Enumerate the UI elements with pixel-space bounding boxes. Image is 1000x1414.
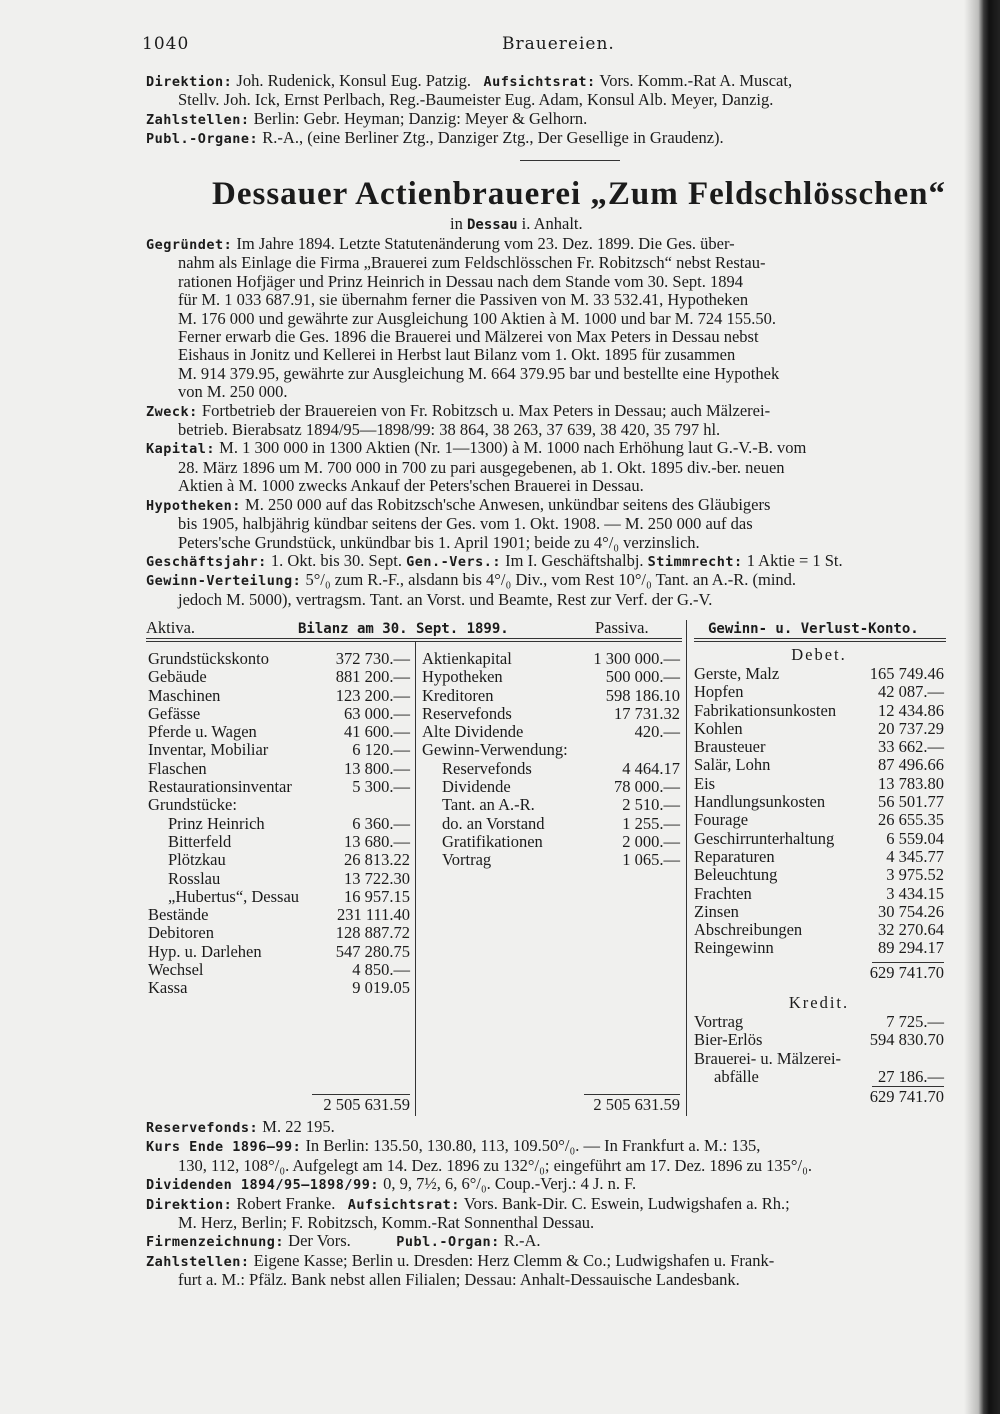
text-direktion: Joh. Rudenick, Konsul Eug. Patzig. — [232, 71, 472, 90]
section-title: Brauereien. — [502, 34, 615, 54]
aktiva-row-value: 13 680.— — [344, 831, 410, 851]
kredit-row-label: Bier-Erlös — [694, 1030, 763, 1050]
aktiva-row-label: Plötzkau — [168, 850, 226, 870]
label-publ-organ: Publ.-Organ: — [396, 1234, 500, 1251]
kredit-table — [694, 1013, 944, 1086]
kredit-row — [694, 1013, 944, 1031]
kredit-total-row — [694, 1088, 944, 1106]
reservefonds-text: M. 22 195. — [258, 1117, 335, 1136]
aktiva-row — [148, 961, 410, 979]
passiva-row — [422, 833, 680, 851]
zahlstellen-line-2: furt a. M.: Pfälz. Bank nebst allen Filialen; Dessau: Anhalt-Dessauische Landesbank. — [178, 1270, 740, 1290]
aktiva-row — [148, 760, 410, 778]
guv-header-rule-2 — [694, 641, 946, 642]
aktiva-row-value: 9 019.05 — [352, 978, 410, 998]
debet-row-label: Gerste, Malz — [694, 664, 780, 683]
text-zahlstellen: Berlin: Gebr. Heyman; Danzig: Meyer & Gelhorn. — [249, 108, 588, 128]
debet-row-label: Hopfen — [694, 682, 744, 702]
passiva-row-value: 1 065.— — [622, 850, 680, 870]
debet-row-value: 20 737.29 — [878, 718, 944, 738]
gegruendet-line-9: von M. 250 000. — [178, 382, 288, 402]
aktiva-row-value: 6 120.— — [352, 740, 410, 760]
label-zahlstellen-2: Zahlstellen: — [146, 1253, 250, 1270]
aktiva-row-value: 4 850.— — [352, 960, 410, 980]
direktion-text-2: Robert Franke. — [232, 1193, 340, 1213]
passiva-row-label: Gratifikationen — [442, 831, 543, 851]
zweck-line-2: betrieb. Bierabsatz 1894/95—1898/99: 38 864, 38 263, 37 639, 38 420, 35 797 hl. — [178, 420, 721, 440]
passiva-row-label: Vortrag — [442, 850, 492, 870]
label-geschaeftsjahr: Geschäftsjahr: — [146, 553, 267, 570]
passiva-row-label: Dividende — [442, 777, 511, 797]
label-publ-organe: Publ.-Organe: — [146, 131, 259, 148]
aktiva-row — [148, 723, 410, 741]
passiva-row — [422, 796, 680, 814]
kredit-heading: Kredit. — [788, 993, 850, 1012]
hypotheken-line-3: Peters'sche Grundstück, unkündbar bis 1. April 1901; beide zu 4°/₀ verzinslich. — [178, 532, 700, 552]
kredit-row-value: 7 725.— — [886, 1012, 944, 1031]
aktiva-row-label: Restaurationsinventar — [148, 777, 292, 797]
stimmrecht-text: 1 Aktie = 1 St. — [742, 550, 843, 570]
debet-row — [694, 830, 944, 848]
debet-row-label: Salär, Lohn — [694, 755, 771, 775]
aktiva-row-label: Bestände — [148, 905, 209, 925]
aktiva-row — [148, 943, 410, 961]
passiva-row-label: Alte Dividende — [422, 722, 524, 742]
aktiva-row-value: 231 111.40 — [336, 905, 410, 925]
label-hypotheken: Hypotheken: — [146, 497, 241, 514]
passiva-row-value: 1 255.— — [622, 813, 680, 833]
aktiva-row — [148, 870, 410, 888]
debet-row — [694, 702, 944, 720]
aktiva-row — [148, 650, 410, 668]
passiva-row — [422, 650, 680, 668]
passiva-row-label: do. an Vorstand — [442, 813, 545, 833]
kredit-row-value: 27 186.— — [878, 1066, 944, 1086]
label-kurs: Kurs Ende 1896—99: — [146, 1139, 302, 1156]
debet-row-value: 89 294.17 — [878, 938, 944, 958]
footer-block — [146, 1118, 946, 1290]
kapital-line-1: M. 1 300 000 in 1300 Aktien (Nr. 1—1300) à M. 1000 nach Erhöhung laut G.-V.-B. vom — [215, 438, 807, 458]
debet-row — [694, 811, 944, 829]
aktiva-row — [148, 687, 410, 705]
guv-header-rule — [694, 638, 946, 639]
debet-row-value: 13 783.80 — [878, 773, 944, 793]
aktiva-row-value: 26 813.22 — [344, 850, 410, 870]
aktiva-row-label: Flaschen — [148, 758, 207, 778]
debet-row-label: Geschirrunterhaltung — [694, 828, 835, 848]
aktiva-row-label: Pferde u. Wagen — [148, 722, 257, 742]
passiva-row-label: Hypotheken — [422, 667, 503, 687]
debet-row-value: 87 496.66 — [878, 755, 944, 775]
gegruendet-line-8: M. 914 379.95, gewährte zur Ausgleichung M. 664 379.95 bar und bestellte eine Hypothek — [178, 363, 780, 383]
aktiva-row — [148, 979, 410, 997]
aktiva-row — [148, 778, 410, 796]
aktiva-row — [148, 906, 410, 924]
bilanz-divider — [415, 642, 416, 1116]
separator-rule — [520, 160, 620, 161]
passiva-row — [422, 760, 680, 778]
aktiva-row-value: 372 730.— — [335, 649, 410, 668]
aktiva-row — [148, 833, 410, 851]
hypotheken-line-1: M. 250 000 auf das Robitzsch'sche Anwesen, unkündbar seitens des Gläubigers — [240, 494, 771, 514]
kredit-row — [694, 1031, 944, 1049]
aktiva-row-label: Bitterfeld — [168, 831, 232, 851]
label-reservefonds: Reservefonds: — [146, 1120, 259, 1136]
aktiva-row-value: 128 887.72 — [335, 923, 410, 943]
debet-row-value: 3 434.15 — [886, 883, 944, 903]
hypotheken-line-2: bis 1905, halbjährig kündbar seitens der Ges. vom 1. Okt. 1908. — M. 250 000 auf das — [178, 514, 753, 534]
aktiva-row-label: Debitoren — [148, 923, 214, 943]
debet-total-row — [694, 964, 944, 982]
aktiva-row — [148, 741, 410, 759]
passiva-row-label: Gewinn-Verwendung: — [422, 740, 568, 760]
debet-row-value: 26 655.35 — [878, 810, 944, 830]
debet-row — [694, 885, 944, 903]
debet-row-label: Handlungsunkosten — [694, 792, 826, 812]
page-edge-shadow — [964, 0, 1000, 1414]
label-zweck: Zweck: — [146, 403, 198, 420]
passiva-row-value: 500 000.— — [605, 667, 680, 687]
bilanz-header-rule — [146, 638, 682, 639]
location-suffix: i. Anhalt. — [517, 214, 583, 233]
aktiva-row — [148, 796, 410, 814]
passiva-row-value: 420.— — [634, 722, 680, 742]
passiva-table — [422, 650, 680, 870]
aktiva-row — [148, 668, 410, 686]
passiva-row — [422, 705, 680, 723]
debet-row-label: Beleuchtung — [694, 865, 778, 885]
company-location — [450, 214, 583, 234]
aktiva-row — [148, 851, 410, 869]
aktiva-row-value: 547 280.75 — [335, 941, 410, 961]
aktiva-row-label: Gefässe — [148, 703, 201, 723]
debet-heading: Debet. — [791, 645, 847, 664]
geschaeftsjahr-text: 1. Okt. bis 30. Sept. — [266, 550, 407, 570]
debet-row-label: Fourage — [694, 810, 749, 830]
gegruendet-line-5: M. 176 000 und gewährte zur Ausgleichung 100 Aktien à M. 1000 und bar M. 724 155.50. — [178, 308, 777, 328]
gegruendet-line-7: Eishaus in Jonitz und Kellerei in Herbst laut Bilanz vom 1. Okt. 1895 für zusammen — [178, 345, 736, 365]
aktiva-row-value: 5 300.— — [352, 777, 410, 797]
label-aufsichtsrat: Aufsichtsrat: — [483, 74, 596, 90]
kredit-row-label: Brauerei- u. Mälzerei- — [694, 1048, 842, 1068]
label-kapital: Kapital: — [146, 441, 216, 458]
aktiva-total-row — [148, 1096, 410, 1114]
aktiva-row-label: Prinz Heinrich — [168, 813, 265, 833]
aktiva-row — [148, 924, 410, 942]
guv-divider — [686, 620, 687, 1116]
gegruendet-line-4: für M. 1 033 687.91, sie übernahm ferner die Passiven von M. 33 532.41, Hypotheken — [178, 290, 749, 310]
kredit-heading-row — [694, 994, 944, 1012]
aktiva-row-value: 123 200.— — [335, 685, 410, 705]
passiva-row — [422, 815, 680, 833]
passiva-row-label: Kreditoren — [422, 685, 494, 705]
label-zahlstellen: Zahlstellen: — [146, 111, 250, 128]
aktiva-total: 2 505 631.59 — [323, 1095, 410, 1114]
label-gegruendet: Gegründet: — [146, 237, 233, 253]
passiva-row — [422, 687, 680, 705]
passiva-row — [422, 668, 680, 686]
debet-row-value: 32 270.64 — [878, 920, 944, 940]
label-dividenden: Dividenden 1894/95—1898/99: — [146, 1177, 379, 1194]
kredit-row — [694, 1050, 944, 1068]
passiva-row-value: 17 731.32 — [614, 703, 680, 723]
label-direktion-2: Direktion: — [146, 1196, 233, 1213]
aktiva-row-value: 16 957.15 — [344, 886, 410, 906]
debet-row — [694, 903, 944, 921]
gen-vers-text: Im I. Geschäftshalbj. — [501, 550, 648, 570]
kredit-row-label: Vortrag — [694, 1012, 744, 1031]
company-title: Dessauer Actienbrauerei „Zum Feldschlösschen“ — [212, 176, 947, 212]
debet-row — [694, 939, 944, 957]
firmenzeichnung-text: Der Vors. — [284, 1231, 355, 1251]
debet-row-value: 165 749.46 — [869, 664, 944, 683]
bilanz-header-rule-2 — [146, 641, 682, 642]
debet-row — [694, 775, 944, 793]
label-stimmrecht: Stimmrecht: — [647, 553, 743, 570]
passiva-row-value: 78 000.— — [614, 777, 680, 797]
passiva-row — [422, 851, 680, 869]
debet-row — [694, 921, 944, 939]
debet-row-label: Reparaturen — [694, 846, 775, 866]
previous-entry-block — [146, 72, 946, 149]
kurs-line-2: 130, 112, 108°/₀. Aufgelegt am 14. Dez. 1896 zu 132°/₀; eingeführt am 17. Dez. 1896 zu 135°/₀. — [178, 1155, 812, 1175]
aktiva-row-value: 6 360.— — [352, 813, 410, 833]
gewinn-verteilung-line-1: 5°/₀ zum R.-F., alsdann bis 4°/₀ Div., vom Rest 10°/₀ Tant. an A.-R. (mind. — [301, 570, 797, 590]
passiva-row — [422, 723, 680, 741]
gegruendet-line-6: Ferner erwarb die Ges. 1896 die Brauerei und Mälzerei von Max Peters in Dessau nebst — [178, 327, 759, 347]
kredit-row — [694, 1068, 944, 1086]
debet-row-value: 12 434.86 — [878, 700, 944, 720]
debet-row — [694, 793, 944, 811]
debet-row-value: 6 559.04 — [886, 828, 944, 848]
publ-organ-text: R.-A. — [499, 1231, 541, 1251]
aktiva-row-value: 13 722.30 — [344, 868, 410, 888]
debet-row — [694, 756, 944, 774]
guv-title: Gewinn- u. Verlust-Konto. — [708, 621, 919, 637]
text-publ-organe: R.-A., (eine Berliner Ztg., Danziger Ztg., Der Gesellige in Graudenz). — [258, 128, 724, 148]
debet-row-label: Zinsen — [694, 901, 739, 921]
bilanz-heading — [298, 618, 509, 638]
passiva-row-label: Tant. an A.-R. — [442, 795, 535, 815]
text-aufsichtsrat: Vors. Komm.-Rat A. Muscat, — [595, 71, 793, 90]
debet-table — [694, 665, 944, 958]
gegruendet-line-1: Im Jahre 1894. Letzte Statutenänderung vom 23. Dez. 1899. Die Ges. über- — [232, 234, 735, 253]
aktiva-row-label: Maschinen — [148, 685, 221, 705]
debet-row-value: 33 662.— — [878, 737, 944, 757]
passiva-row-label: Reservefonds — [442, 758, 532, 778]
kredit-row-value: 594 830.70 — [869, 1030, 944, 1050]
passiva-row-value: 4 464.17 — [622, 758, 680, 778]
kurs-line-1: In Berlin: 135.50, 130.80, 113, 109.50°/₀. — In Frankfurt a. M.: 135, — [301, 1136, 761, 1156]
gewinn-verteilung-line-2: jedoch M. 5000), vertragsm. Tant. an Vorst. und Beamte, Rest zur Verf. der G.-V. — [178, 589, 713, 609]
debet-row — [694, 738, 944, 756]
aktiva-row — [148, 815, 410, 833]
debet-row-label: Fabrikationsunkosten — [694, 700, 837, 720]
passiva-row-label: Aktienkapital — [422, 649, 512, 668]
gegruendet-line-3: rationen Hofjäger und Prinz Heinrich in Dessau nach dem Stande vom 30. Sept. 1894 — [178, 271, 743, 291]
debet-row-label: Frachten — [694, 883, 752, 903]
kapital-line-2: 28. März 1896 um M. 700 000 in 700 zu pari ausgegebenen, ab 1. Okt. 1895 div.-ber. neuen — [178, 457, 785, 477]
passiva-row-value: 2 510.— — [622, 795, 680, 815]
gegruendet-line-2: nahm als Einlage die Firma „Brauerei zum Feldschlösschen Fr. Robitzsch“ nebst Restau- — [178, 253, 766, 273]
debet-row-value: 4 345.77 — [886, 846, 944, 866]
debet-row-value: 42 087.— — [878, 682, 944, 702]
aktiva-row-value: 41 600.— — [344, 722, 410, 742]
kapital-line-3: Aktien à M. 1000 zwecks Ankauf der Peters'schen Brauerei in Dessau. — [178, 476, 644, 496]
label-direktion: Direktion: — [146, 74, 233, 90]
debet-total: 629 741.70 — [869, 963, 944, 982]
label-firmenzeichnung: Firmenzeichnung: — [146, 1234, 285, 1251]
kredit-row-label: abfälle — [714, 1066, 759, 1086]
passiva-row — [422, 741, 680, 759]
aufsichtsrat-cont-2: M. Herz, Berlin; F. Robitzsch, Komm.-Rat Sonnenthal Dessau. — [178, 1213, 595, 1233]
passiva-row-value: 598 186.10 — [605, 685, 680, 705]
aktiva-heading: Aktiva. — [146, 618, 196, 637]
location-city: Dessau — [466, 217, 518, 233]
aktiva-row-label: Grundstückskonto — [148, 649, 269, 668]
zahlstellen-line-1: Eigene Kasse; Berlin u. Dresden: Herz Clemm & Co.; Ludwigshafen u. Frank- — [249, 1250, 775, 1270]
passiva-heading: Passiva. — [595, 618, 649, 637]
debet-row — [694, 683, 944, 701]
passiva-row-value: 1 300 000.— — [593, 649, 680, 668]
passiva-row-label: Reservefonds — [422, 703, 512, 723]
passiva-row — [422, 778, 680, 796]
aktiva-table — [148, 650, 410, 998]
debet-row — [694, 866, 944, 884]
label-aufsichtsrat-2: Aufsichtsrat: — [347, 1196, 460, 1213]
debet-row-value: 30 754.26 — [878, 901, 944, 921]
passiva-row-value: 2 000.— — [622, 831, 680, 851]
aktiva-row — [148, 888, 410, 906]
debet-row-label: Kohlen — [694, 718, 743, 738]
company-info-block — [146, 235, 946, 609]
debet-row-value: 56 501.77 — [878, 792, 944, 812]
label-gen-vers: Gen.-Vers.: — [406, 553, 502, 570]
page-number: 1040 — [142, 34, 190, 54]
aktiva-row-label: Hyp. u. Darlehen — [148, 941, 262, 961]
text-aufsichtsrat-cont: Stellv. Joh. Ick, Ernst Perlbach, Reg.-Baumeister Eug. Adam, Konsul Alb. Meyer, Danzig. — [178, 90, 774, 110]
aktiva-row-label: Rosslau — [168, 868, 221, 888]
debet-row — [694, 720, 944, 738]
aktiva-row-label: Inventar, Mobiliar — [148, 740, 269, 760]
zweck-line-1: Fortbetrieb der Brauereien von Fr. Robitzsch u. Max Peters in Dessau; auch Mälzerei- — [197, 400, 771, 420]
aktiva-row-value: 13 800.— — [344, 758, 410, 778]
passiva-total: 2 505 631.59 — [593, 1095, 680, 1114]
debet-row-label: Abschreibungen — [694, 920, 803, 940]
debet-row — [694, 665, 944, 683]
aktiva-row-value: 63 000.— — [344, 703, 410, 723]
aktiva-row-label: Gebäude — [148, 667, 207, 687]
debet-row-label: Reingewinn — [694, 938, 774, 958]
aktiva-row-label: Grundstücke: — [148, 795, 237, 815]
passiva-total-row — [422, 1096, 680, 1114]
debet-row — [694, 848, 944, 866]
label-gewinn-verteilung: Gewinn-Verteilung: — [146, 573, 302, 590]
location-prefix: in — [450, 214, 467, 233]
aktiva-row-label: Wechsel — [148, 960, 204, 980]
bilanz-title: Bilanz am 30. Sept. 1899. — [298, 621, 509, 637]
debet-row-label: Brausteuer — [694, 737, 766, 757]
guv-heading — [708, 618, 919, 638]
aufsichtsrat-text-2: Vors. Bank-Dir. C. Eswein, Ludwigshafen a. Rh.; — [459, 1193, 790, 1213]
debet-row-label: Eis — [694, 773, 716, 793]
debet-row-value: 3 975.52 — [886, 865, 944, 885]
aktiva-row-label: Kassa — [148, 978, 188, 998]
aktiva-row — [148, 705, 410, 723]
kredit-total: 629 741.70 — [869, 1087, 944, 1106]
aktiva-row-label: „Hubertus“, Dessau — [168, 886, 300, 906]
dividenden-text: 0, 9, 7½, 6, 6°/₀. Coup.-Verj.: 4 J. n. F. — [378, 1174, 637, 1194]
debet-heading-row — [694, 646, 944, 664]
aktiva-row-value: 881 200.— — [335, 667, 410, 687]
